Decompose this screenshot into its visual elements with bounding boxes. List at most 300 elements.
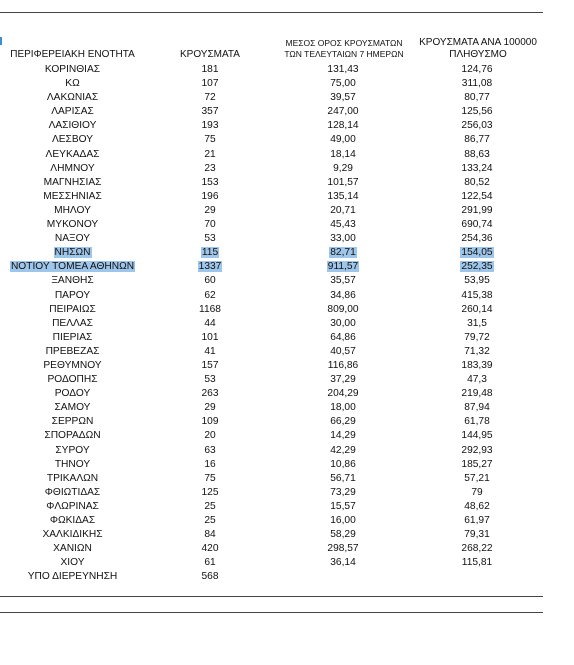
avg7-cell-text: 15,57: [330, 500, 356, 512]
avg7-cell-text: 18,14: [330, 148, 356, 160]
per100k-cell-text: 291,99: [461, 204, 493, 216]
region-cell-text: ΡΟΔΟΠΗΣ: [47, 374, 98, 386]
region-cell-text: ΣΥΡΟΥ: [55, 444, 90, 456]
table-row: [0, 260, 574, 274]
per100k-cell-text: 88,63: [464, 148, 490, 160]
region-cell: [5, 359, 140, 373]
cases-cell: [168, 556, 252, 570]
per100k-cell: [404, 119, 550, 133]
avg7-cell: [282, 246, 404, 260]
cases-cell-text: 357: [201, 106, 219, 118]
per100k-cell-text: 71,32: [464, 345, 490, 357]
region-cell: [5, 148, 140, 162]
region-cell: [5, 91, 140, 105]
region-cell: [5, 77, 140, 91]
region-cell: [5, 556, 140, 570]
table-row: [0, 472, 574, 486]
cases-cell: [168, 345, 252, 359]
per100k-cell: [404, 345, 550, 359]
avg7-cell: [282, 429, 404, 443]
header-avg7-line1: ΜΕΣΟΣ ΟΡΟΣ ΚΡΟΥΣΜΑΤΩΝ: [285, 38, 403, 48]
avg7-cell: [282, 190, 404, 204]
table-row: [0, 458, 574, 472]
table-row: [0, 429, 574, 443]
region-cell-text: ΚΩ: [65, 78, 80, 90]
cases-cell-text: 107: [201, 78, 219, 90]
per100k-cell-text: 115,81: [461, 557, 493, 569]
per100k-cell-text: 53,95: [464, 275, 490, 287]
per100k-cell: [404, 162, 550, 176]
avg7-cell: [282, 119, 404, 133]
avg7-cell: [282, 486, 404, 500]
avg7-cell-text: 35,57: [330, 275, 356, 287]
table-row: [0, 246, 574, 260]
avg7-cell: [282, 274, 404, 288]
cases-cell-text: 25: [204, 500, 216, 512]
cases-cell: [168, 162, 252, 176]
per100k-cell: [404, 176, 550, 190]
region-cell-text: ΠΕΙΡΑΙΩΣ: [49, 303, 96, 315]
avg7-cell: [282, 472, 404, 486]
region-cell: [5, 542, 140, 556]
per100k-cell: [404, 387, 550, 401]
region-cell: [5, 162, 140, 176]
cases-cell: [168, 148, 252, 162]
per100k-cell-text: 311,08: [461, 78, 493, 90]
per100k-cell: [404, 458, 550, 472]
cases-cell: [168, 190, 252, 204]
avg7-cell-text: 34,86: [330, 289, 356, 301]
table-row: [0, 105, 574, 119]
cases-cell-text: 568: [201, 571, 219, 583]
region-cell-text: ΝΗΣΩΝ: [54, 247, 91, 259]
region-cell: [5, 444, 140, 458]
region-cell-text: ΛΗΜΝΟΥ: [50, 162, 95, 174]
per100k-cell-text: 79,72: [464, 331, 490, 343]
avg7-cell-text: 911,57: [327, 261, 359, 273]
avg7-cell: [282, 176, 404, 190]
per100k-cell-text: 48,62: [464, 500, 490, 512]
cases-cell-text: 63: [204, 444, 216, 456]
cases-cell: [168, 246, 252, 260]
region-cell-text: ΧΑΛΚΙΔΙΚΗΣ: [42, 529, 103, 541]
region-cell: [5, 232, 140, 246]
avg7-cell: [282, 289, 404, 303]
table-row: [0, 570, 574, 584]
avg7-cell-text: 135,14: [327, 190, 359, 202]
avg7-cell: [282, 105, 404, 119]
avg7-cell: [282, 415, 404, 429]
avg7-cell: [282, 91, 404, 105]
cases-cell: [168, 218, 252, 232]
avg7-cell-text: 36,14: [330, 557, 356, 569]
cases-cell-text: 1337: [198, 261, 222, 273]
avg7-cell: [282, 232, 404, 246]
cases-cell-text: 25: [204, 515, 216, 526]
region-cell: [5, 345, 140, 359]
region-cell-text: ΠΕΛΛΑΣ: [52, 317, 93, 329]
table-row: [0, 289, 574, 303]
per100k-cell: [404, 359, 550, 373]
table-row: [0, 331, 574, 345]
region-cell-text: ΛΑΡΙΣΑΣ: [51, 106, 94, 118]
table-row: [0, 77, 574, 91]
region-cell: [5, 260, 140, 274]
per100k-cell-text: 415,38: [461, 289, 493, 301]
region-cell: [5, 190, 140, 204]
cases-cell-text: 75: [204, 472, 216, 484]
table-row: [0, 190, 574, 204]
header-cases-label: ΚΡΟΥΣΜΑΤΑ: [180, 49, 240, 60]
avg7-cell-text: 39,57: [330, 92, 356, 104]
region-cell-text: ΜΥΚΟΝΟΥ: [46, 219, 99, 231]
cases-cell: [168, 133, 252, 147]
cases-cell-text: 153: [201, 176, 219, 188]
cases-cell-text: 101: [201, 331, 219, 343]
header-region-label: ΠΕΡΙΦΕΡΕΙΑΚΗ ΕΝΟΤΗΤΑ: [10, 49, 135, 60]
region-cell: [5, 373, 140, 387]
avg7-cell-text: 14,29: [330, 430, 356, 442]
avg7-cell: [282, 556, 404, 570]
avg7-cell-text: 16,00: [330, 515, 356, 526]
region-cell-text: ΜΕΣΣΗΝΙΑΣ: [43, 190, 102, 202]
region-cell-text: ΤΡΙΚΑΛΩΝ: [46, 472, 99, 484]
avg7-cell-text: 128,14: [327, 120, 359, 132]
per100k-cell: [404, 472, 550, 486]
avg7-cell: [282, 204, 404, 218]
region-cell-text: ΝΟΤΙΟΥ ΤΟΜΕΑ ΑΘΗΝΩΝ: [10, 261, 135, 273]
region-cell: [5, 415, 140, 429]
per100k-cell: [404, 91, 550, 105]
header-per100k-line1: ΚΡΟΥΣΜΑΤΑ ΑΝΑ 100000: [419, 37, 537, 48]
region-cell-text: ΣΕΡΡΩΝ: [51, 416, 94, 428]
per100k-cell-text: 154,05: [461, 247, 493, 259]
avg7-cell-text: 9,29: [333, 162, 353, 174]
avg7-cell-text: 64,86: [330, 331, 356, 343]
table-row: [0, 63, 574, 77]
per100k-cell-text: 254,36: [461, 233, 493, 245]
table-row: [0, 528, 574, 542]
per100k-cell-text: 260,14: [461, 303, 493, 315]
cases-cell: [168, 542, 252, 556]
cases-cell: [168, 486, 252, 500]
cases-cell: [168, 63, 252, 77]
cases-cell-text: 29: [204, 402, 216, 414]
avg7-cell-text: 131,43: [327, 64, 359, 75]
avg7-cell: [282, 444, 404, 458]
header-per100k-line2: ΠΛΗΘΥΣΜΟ: [449, 49, 507, 60]
cases-cell: [168, 415, 252, 429]
avg7-cell: [282, 528, 404, 542]
cases-cell-text: 157: [201, 359, 219, 371]
region-cell-text: ΡΕΘΥΜΝΟΥ: [43, 359, 102, 371]
cases-cell: [168, 528, 252, 542]
cases-cell: [168, 570, 252, 584]
avg7-cell-text: 37,29: [330, 374, 356, 386]
region-cell: [5, 274, 140, 288]
region-cell: [5, 218, 140, 232]
avg7-cell-text: 82,71: [330, 247, 356, 259]
per100k-cell: [404, 486, 550, 500]
table-row: [0, 133, 574, 147]
per100k-cell-text: 252,35: [461, 261, 493, 273]
avg7-cell: [282, 387, 404, 401]
cases-cell-text: 29: [204, 204, 216, 216]
table-row: [0, 218, 574, 232]
avg7-cell: [282, 148, 404, 162]
region-cell: [5, 63, 140, 77]
per100k-cell-text: 122,54: [461, 190, 493, 202]
avg7-cell: [282, 218, 404, 232]
per100k-cell: [404, 218, 550, 232]
per100k-cell-text: 80,52: [464, 176, 490, 188]
per100k-cell-text: 61,78: [464, 416, 490, 428]
bottom-rule: [0, 596, 543, 597]
avg7-cell-text: 30,00: [330, 317, 356, 329]
cases-cell-text: 53: [204, 233, 216, 245]
region-cell: [5, 176, 140, 190]
per100k-cell: [404, 204, 550, 218]
per100k-cell: [404, 514, 550, 528]
table-row: [0, 232, 574, 246]
avg7-cell-text: 204,29: [327, 388, 359, 400]
cases-cell-text: 70: [204, 219, 216, 231]
avg7-cell: [282, 373, 404, 387]
avg7-cell: [282, 542, 404, 556]
per100k-cell-text: 79: [471, 486, 483, 498]
per100k-cell: [404, 246, 550, 260]
avg7-cell-text: 42,29: [330, 444, 356, 456]
avg7-cell-text: 66,29: [330, 416, 356, 428]
per100k-cell-text: 185,27: [461, 458, 493, 470]
region-cell-text: ΣΠΟΡΑΔΩΝ: [44, 430, 101, 442]
table-row: [0, 415, 574, 429]
cases-cell: [168, 373, 252, 387]
table-row: [0, 444, 574, 458]
per100k-cell: [404, 331, 550, 345]
avg7-cell-text: 809,00: [327, 303, 359, 315]
region-cell-text: ΡΟΔΟΥ: [54, 388, 91, 400]
table-row: [0, 176, 574, 190]
cases-cell-text: 181: [201, 64, 219, 75]
avg7-cell-text: 10,86: [330, 458, 356, 470]
per100k-cell-text: 31,5: [467, 317, 487, 329]
region-cell: [5, 486, 140, 500]
per100k-cell-text: 219,48: [461, 388, 493, 400]
cases-cell: [168, 444, 252, 458]
avg7-cell: [282, 260, 404, 274]
avg7-cell: [282, 401, 404, 415]
region-cell-text: ΛΕΥΚΑΔΑΣ: [45, 148, 100, 160]
region-cell-text: ΜΑΓΝΗΣΙΑΣ: [43, 176, 102, 188]
table-row: [0, 345, 574, 359]
cases-cell-text: 60: [204, 275, 216, 287]
region-cell-text: ΤΗΝΟΥ: [54, 458, 91, 470]
per100k-cell: [404, 133, 550, 147]
per100k-cell: [404, 289, 550, 303]
header-avg7: [264, 38, 424, 60]
avg7-cell: [282, 359, 404, 373]
cases-cell-text: 61: [204, 557, 216, 569]
region-cell-text: ΛΑΣΙΘΙΟΥ: [48, 120, 97, 132]
avg7-cell-text: 33,00: [330, 233, 356, 245]
region-cell-text: ΞΑΝΘΗΣ: [51, 275, 94, 287]
table-row: [0, 387, 574, 401]
per100k-cell: [404, 317, 550, 331]
region-cell: [5, 500, 140, 514]
table-row: [0, 162, 574, 176]
region-cell-text: ΣΑΜΟΥ: [54, 402, 91, 414]
table-row: [0, 274, 574, 288]
cases-cell: [168, 317, 252, 331]
table-row: [0, 148, 574, 162]
per100k-cell-text: 86,77: [464, 134, 490, 146]
per100k-cell: [404, 556, 550, 570]
region-cell: [5, 105, 140, 119]
table-row: [0, 119, 574, 133]
per100k-cell-text: 79,31: [464, 529, 490, 541]
table-row: [0, 317, 574, 331]
cases-cell-text: 62: [204, 289, 216, 301]
per100k-cell-text: 124,76: [461, 64, 493, 75]
region-cell: [5, 528, 140, 542]
avg7-cell-text: 40,57: [330, 345, 356, 357]
per100k-cell-text: 144,95: [461, 430, 493, 442]
per100k-cell: [404, 542, 550, 556]
per100k-cell-text: 133,24: [461, 162, 493, 174]
region-cell: [5, 570, 140, 584]
per100k-cell: [404, 401, 550, 415]
table-row: [0, 204, 574, 218]
avg7-cell: [282, 331, 404, 345]
cases-cell-text: 109: [201, 416, 219, 428]
region-cell: [5, 458, 140, 472]
region-cell-text: ΠΡΕΒΕΖΑΣ: [45, 345, 100, 357]
avg7-cell-text: 20,71: [330, 204, 356, 216]
cases-cell-text: 44: [204, 317, 216, 329]
cases-cell-text: 263: [201, 388, 219, 400]
cases-cell: [168, 500, 252, 514]
table-row: [0, 303, 574, 317]
cases-cell: [168, 204, 252, 218]
table-row: [0, 359, 574, 373]
cases-cell: [168, 232, 252, 246]
cases-cell-text: 1168: [199, 303, 221, 315]
cases-cell-text: 115: [201, 247, 219, 259]
region-cell-text: ΦΩΚΙΔΑΣ: [49, 515, 96, 526]
per100k-cell-text: 690,74: [461, 219, 493, 231]
avg7-cell-text: 298,57: [327, 543, 359, 555]
cases-cell: [168, 401, 252, 415]
per100k-cell: [404, 444, 550, 458]
region-cell-text: ΦΛΩΡΙΝΑΣ: [46, 500, 99, 512]
region-cell: [5, 514, 140, 528]
cases-cell: [168, 260, 252, 274]
cases-cell-text: 21: [204, 148, 216, 160]
cases-cell-text: 75: [204, 134, 216, 146]
per100k-cell: [404, 63, 550, 77]
per100k-cell: [404, 77, 550, 91]
avg7-cell: [282, 500, 404, 514]
cases-cell-text: 72: [204, 92, 216, 104]
cases-cell: [168, 303, 252, 317]
per100k-cell: [404, 260, 550, 274]
per100k-cell-text: 183,39: [461, 359, 493, 371]
per100k-cell: [404, 148, 550, 162]
table-row: [0, 91, 574, 105]
header-avg7-line2: ΤΩΝ ΤΕΛΕΥΤΑΙΩΝ 7 ΗΜΕΡΩΝ: [284, 49, 404, 59]
header-region: [5, 49, 140, 60]
per100k-cell: [404, 429, 550, 443]
avg7-cell: [282, 303, 404, 317]
selection-marker: [0, 37, 2, 45]
region-cell: [5, 331, 140, 345]
per100k-cell: [404, 373, 550, 387]
avg7-cell: [282, 514, 404, 528]
avg7-cell: [282, 162, 404, 176]
per100k-cell: [404, 500, 550, 514]
avg7-cell: [282, 345, 404, 359]
cases-table: [0, 63, 574, 584]
per100k-cell: [404, 274, 550, 288]
region-cell: [5, 289, 140, 303]
cases-cell: [168, 359, 252, 373]
avg7-cell: [282, 63, 404, 77]
avg7-cell-text: 18,00: [330, 402, 356, 414]
cases-cell: [168, 387, 252, 401]
region-cell-text: ΦΘΙΩΤΙΔΑΣ: [44, 486, 101, 498]
avg7-cell-text: 247,00: [327, 106, 359, 118]
table-row: [0, 542, 574, 556]
table-row: [0, 556, 574, 570]
region-cell-text: ΧΑΝΙΩΝ: [53, 543, 92, 555]
region-cell: [5, 401, 140, 415]
avg7-cell-text: 75,00: [330, 78, 356, 90]
per100k-cell-text: 292,93: [461, 444, 493, 456]
region-cell-text: ΝΑΞΟΥ: [54, 233, 91, 245]
region-cell: [5, 429, 140, 443]
region-cell-text: ΛΕΣΒΟΥ: [51, 134, 94, 146]
per100k-cell: [404, 303, 550, 317]
region-cell-text: ΚΟΡΙΝΘΙΑΣ: [44, 64, 101, 75]
avg7-cell-text: 45,43: [330, 219, 356, 231]
cases-cell-text: 84: [204, 529, 216, 541]
cases-cell-text: 53: [204, 374, 216, 386]
avg7-cell: [282, 458, 404, 472]
header-cases: [168, 49, 252, 60]
avg7-cell-text: 101,57: [327, 176, 359, 188]
per100k-cell: [404, 528, 550, 542]
cases-cell: [168, 77, 252, 91]
table-row: [0, 514, 574, 528]
top-rule: [0, 12, 543, 13]
cases-cell: [168, 458, 252, 472]
avg7-cell-text: 58,29: [330, 529, 356, 541]
cases-cell-text: 20: [204, 430, 216, 442]
region-cell: [5, 472, 140, 486]
cases-cell: [168, 472, 252, 486]
per100k-cell-text: 256,03: [461, 120, 493, 132]
cases-cell: [168, 289, 252, 303]
avg7-cell: [282, 317, 404, 331]
region-cell: [5, 303, 140, 317]
cases-cell: [168, 274, 252, 288]
cases-cell-text: 23: [204, 162, 216, 174]
avg7-cell-text: 49,00: [330, 134, 356, 146]
cases-cell-text: 41: [204, 345, 216, 357]
cases-cell-text: 420: [201, 543, 219, 555]
cases-cell-text: 16: [204, 458, 216, 470]
